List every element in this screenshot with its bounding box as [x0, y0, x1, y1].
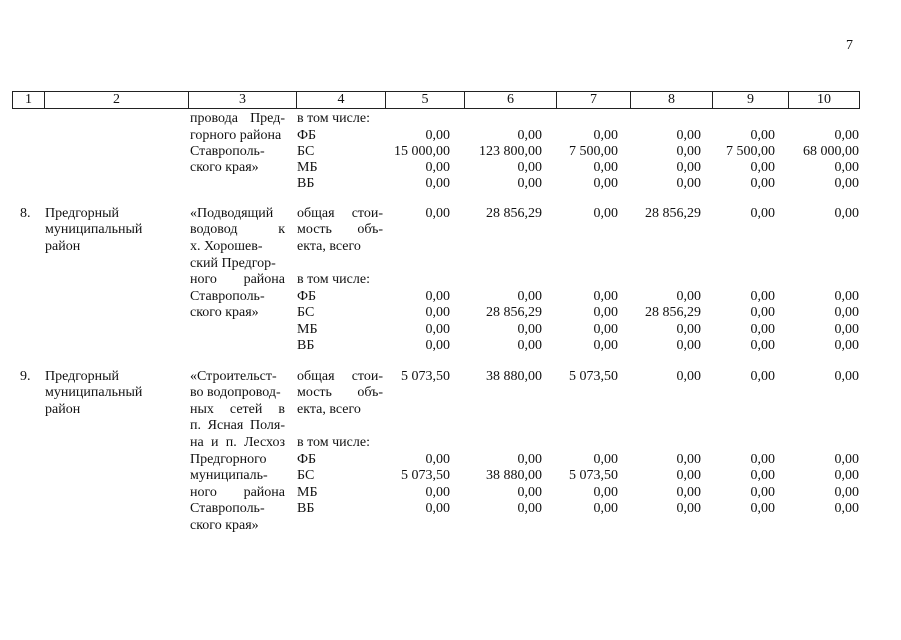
- object-line: «Строительст-: [190, 369, 277, 384]
- value-cell: 0,00: [425, 160, 450, 175]
- value-cell: 123 800,00: [479, 144, 542, 159]
- value-cell: 0,00: [834, 128, 859, 143]
- value-cell: 0,00: [517, 289, 542, 304]
- total-cell: 0,00: [834, 369, 859, 384]
- district-line: Предгорный: [45, 369, 120, 384]
- entry-number: 9.: [20, 369, 31, 384]
- district-line: Предгорный: [45, 206, 120, 221]
- value-cell: 68 000,00: [803, 144, 859, 159]
- value-cell: 7 500,00: [726, 144, 775, 159]
- object-line: ского края»: [190, 160, 259, 175]
- value-cell: 0,00: [750, 485, 775, 500]
- value-cell: 0,00: [676, 176, 701, 191]
- object-line: ного района: [190, 272, 285, 287]
- value-cell: 0,00: [425, 452, 450, 467]
- object-line: Ставрополь-: [190, 289, 265, 304]
- value-cell: 0,00: [425, 322, 450, 337]
- object-line: п. Ясная Поля-: [190, 418, 285, 433]
- header-col-9: 9: [713, 92, 789, 108]
- object-line: х. Хорошев-: [190, 239, 263, 254]
- source-label: МБ: [297, 485, 318, 500]
- source-label: БС: [297, 468, 315, 483]
- total-cell: 5 073,50: [569, 369, 618, 384]
- object-line: муниципаль-: [190, 468, 268, 483]
- value-cell: 0,00: [676, 160, 701, 175]
- value-cell: 0,00: [593, 128, 618, 143]
- value-cell: 0,00: [517, 160, 542, 175]
- value-cell: 0,00: [593, 305, 618, 320]
- value-cell: 0,00: [517, 322, 542, 337]
- header-col-10: 10: [817, 92, 831, 107]
- value-cell: 0,00: [425, 501, 450, 516]
- value-cell: 0,00: [676, 144, 701, 159]
- value-cell: 0,00: [834, 160, 859, 175]
- header-col-1: 1: [13, 92, 45, 108]
- value-cell: 0,00: [676, 289, 701, 304]
- value-cell: 0,00: [517, 128, 542, 143]
- district-line: район: [45, 239, 81, 254]
- total-cell: 0,00: [834, 206, 859, 221]
- header-col-6: 6: [465, 92, 557, 108]
- value-cell: 0,00: [593, 501, 618, 516]
- object-line: Ставрополь-: [190, 144, 265, 159]
- cost-line: екта, всего: [297, 239, 361, 254]
- value-cell: 28 856,29: [486, 305, 542, 320]
- incl-label: в том числе:: [297, 111, 370, 126]
- header-col-7: 7: [557, 92, 631, 108]
- value-cell: 0,00: [676, 501, 701, 516]
- object-line: Ставрополь-: [190, 501, 265, 516]
- header-col-5: 5: [386, 92, 465, 108]
- total-cell: 5 073,50: [401, 369, 450, 384]
- value-cell: 0,00: [676, 338, 701, 353]
- value-cell: 5 073,50: [569, 468, 618, 483]
- object-line: Предгорного: [190, 452, 267, 467]
- cost-line: мость объ-: [297, 385, 383, 400]
- object-line: ского края»: [190, 305, 259, 320]
- value-cell: 0,00: [517, 176, 542, 191]
- value-cell: 0,00: [750, 468, 775, 483]
- object-line: горного района: [190, 128, 282, 143]
- value-cell: 0,00: [517, 338, 542, 353]
- value-cell: 0,00: [425, 289, 450, 304]
- value-cell: 0,00: [676, 468, 701, 483]
- value-cell: 0,00: [593, 338, 618, 353]
- value-cell: 0,00: [593, 485, 618, 500]
- value-cell: 0,00: [750, 160, 775, 175]
- cost-line: общая стои-: [297, 206, 383, 221]
- total-cell: 38 880,00: [486, 369, 542, 384]
- value-cell: 0,00: [834, 468, 859, 483]
- total-cell: 0,00: [593, 206, 618, 221]
- value-cell: 0,00: [834, 501, 859, 516]
- value-cell: 0,00: [834, 322, 859, 337]
- district-line: муниципальный: [45, 385, 143, 400]
- district-line: муниципальный: [45, 222, 143, 237]
- value-cell: 38 880,00: [486, 468, 542, 483]
- value-cell: 0,00: [750, 289, 775, 304]
- source-label: ФБ: [297, 452, 317, 467]
- entry-number: 8.: [20, 206, 31, 221]
- incl-label: в том числе:: [297, 272, 370, 287]
- value-cell: 0,00: [425, 128, 450, 143]
- value-cell: 0,00: [834, 176, 859, 191]
- value-cell: 0,00: [750, 176, 775, 191]
- total-cell: 28 856,29: [645, 206, 701, 221]
- value-cell: 0,00: [517, 485, 542, 500]
- value-cell: 0,00: [517, 452, 542, 467]
- source-label: БС: [297, 144, 315, 159]
- value-cell: 7 500,00: [569, 144, 618, 159]
- page-number: 7: [846, 38, 853, 53]
- value-cell: 0,00: [834, 338, 859, 353]
- source-label: ВБ: [297, 501, 315, 516]
- value-cell: 0,00: [425, 338, 450, 353]
- header-col-4: 4: [297, 92, 386, 108]
- value-cell: 0,00: [425, 485, 450, 500]
- value-cell: 0,00: [425, 305, 450, 320]
- value-cell: 0,00: [593, 160, 618, 175]
- value-cell: 0,00: [834, 485, 859, 500]
- source-label: МБ: [297, 160, 318, 175]
- value-cell: 0,00: [593, 452, 618, 467]
- value-cell: 0,00: [593, 322, 618, 337]
- object-line: ных сетей в: [190, 402, 285, 417]
- value-cell: 0,00: [834, 452, 859, 467]
- value-cell: 28 856,29: [645, 305, 701, 320]
- total-cell: 28 856,29: [486, 206, 542, 221]
- total-cell: 0,00: [750, 369, 775, 384]
- value-cell: 0,00: [750, 452, 775, 467]
- header-col-8: 8: [631, 92, 713, 108]
- value-cell: 0,00: [750, 305, 775, 320]
- object-line: ского края»: [190, 518, 259, 533]
- value-cell: 0,00: [517, 501, 542, 516]
- value-cell: 5 073,50: [401, 468, 450, 483]
- value-cell: 0,00: [676, 452, 701, 467]
- object-line: ский Предгор-: [190, 256, 276, 271]
- source-label: ФБ: [297, 289, 317, 304]
- total-cell: 0,00: [425, 206, 450, 221]
- total-cell: 0,00: [676, 369, 701, 384]
- value-cell: 0,00: [676, 128, 701, 143]
- value-cell: 0,00: [834, 289, 859, 304]
- value-cell: 0,00: [676, 485, 701, 500]
- value-cell: 0,00: [676, 322, 701, 337]
- source-label: ФБ: [297, 128, 317, 143]
- value-cell: 0,00: [750, 322, 775, 337]
- value-cell: 15 000,00: [394, 144, 450, 159]
- object-line: ного района: [190, 485, 285, 500]
- district-line: район: [45, 402, 81, 417]
- source-label: ВБ: [297, 338, 315, 353]
- object-line: провода Пред-: [190, 111, 285, 126]
- value-cell: 0,00: [750, 338, 775, 353]
- header-col-2: 2: [45, 92, 189, 108]
- source-label: ВБ: [297, 176, 315, 191]
- cost-line: екта, всего: [297, 402, 361, 417]
- table-header-row: [12, 91, 860, 109]
- object-line: водовод к: [190, 222, 285, 237]
- value-cell: 0,00: [834, 305, 859, 320]
- source-label: МБ: [297, 322, 318, 337]
- value-cell: 0,00: [593, 289, 618, 304]
- cost-line: общая стои-: [297, 369, 383, 384]
- total-cell: 0,00: [750, 206, 775, 221]
- object-line: на и п. Лесхоз: [190, 435, 285, 450]
- header-col-3: 3: [189, 92, 297, 108]
- value-cell: 0,00: [593, 176, 618, 191]
- value-cell: 0,00: [750, 501, 775, 516]
- source-label: БС: [297, 305, 315, 320]
- value-cell: 0,00: [750, 128, 775, 143]
- object-line: во водопровод-: [190, 385, 281, 400]
- cost-line: мость объ-: [297, 222, 383, 237]
- object-line: «Подводящий: [190, 206, 274, 221]
- value-cell: 0,00: [425, 176, 450, 191]
- incl-label: в том числе:: [297, 435, 370, 450]
